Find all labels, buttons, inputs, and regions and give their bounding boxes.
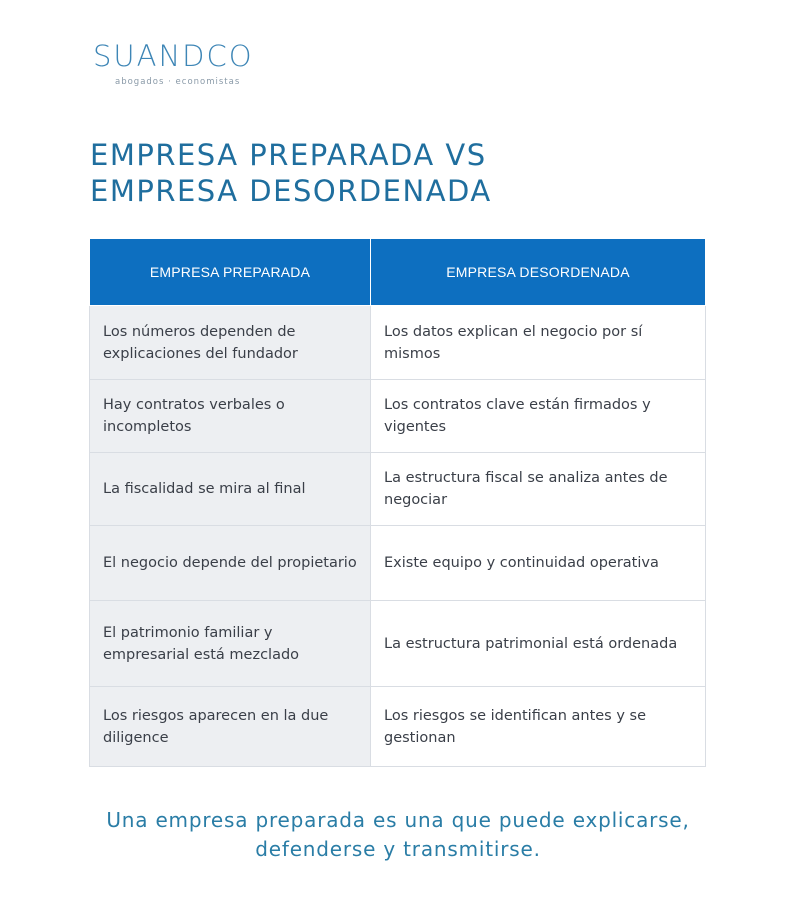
table-row [90, 380, 706, 453]
title-line-1: EMPRESA PREPARADA VS [90, 138, 487, 172]
table-cell-left: Hay contratos verbales o incompletos [90, 380, 371, 453]
table-cell-right: Los datos explican el negocio por sí mismos [371, 306, 706, 380]
closing-statement [60, 806, 736, 864]
table-cell-right: Los contratos clave están firmados y vigentes [371, 380, 706, 453]
page-title [90, 137, 710, 209]
table-cell-left: La fiscalidad se mira al final [90, 453, 371, 526]
table-cell-right: Existe equipo y continuidad operativa [371, 526, 706, 601]
table-cell-right: La estructura patrimonial está ordenada [371, 601, 706, 687]
header-empresa-desordenada: EMPRESA DESORDENADA [371, 239, 706, 306]
closing-line-2: defenderse y transmitirse. [255, 837, 541, 861]
table-row [90, 687, 706, 767]
table-cell-left: Los números dependen de explicaciones del fundador [90, 306, 371, 380]
title-line-2: EMPRESA DESORDENADA [90, 174, 492, 208]
table-cell-left: Los riesgos aparecen en la due diligence [90, 687, 371, 767]
comparison-table [89, 238, 706, 767]
logo-wordmark: SUANDCO [93, 39, 254, 73]
header-empresa-preparada: EMPRESA PREPARADA [90, 239, 371, 306]
closing-line-1: Una empresa preparada es una que puede explicarse, [106, 808, 690, 832]
table-cell-right: La estructura fiscal se analiza antes de negociar [371, 453, 706, 526]
table-cell-right: Los riesgos se identifican antes y se gestionan [371, 687, 706, 767]
table-row [90, 306, 706, 380]
logo-tagline: abogados · economistas [115, 77, 241, 87]
table-row [90, 453, 706, 526]
table-row [90, 601, 706, 687]
brand-logo [93, 40, 254, 87]
table-row [90, 526, 706, 601]
table-header-row [90, 239, 706, 306]
table-cell-left: El patrimonio familiar y empresarial está mezclado [90, 601, 371, 687]
table-cell-left: El negocio depende del propietario [90, 526, 371, 601]
